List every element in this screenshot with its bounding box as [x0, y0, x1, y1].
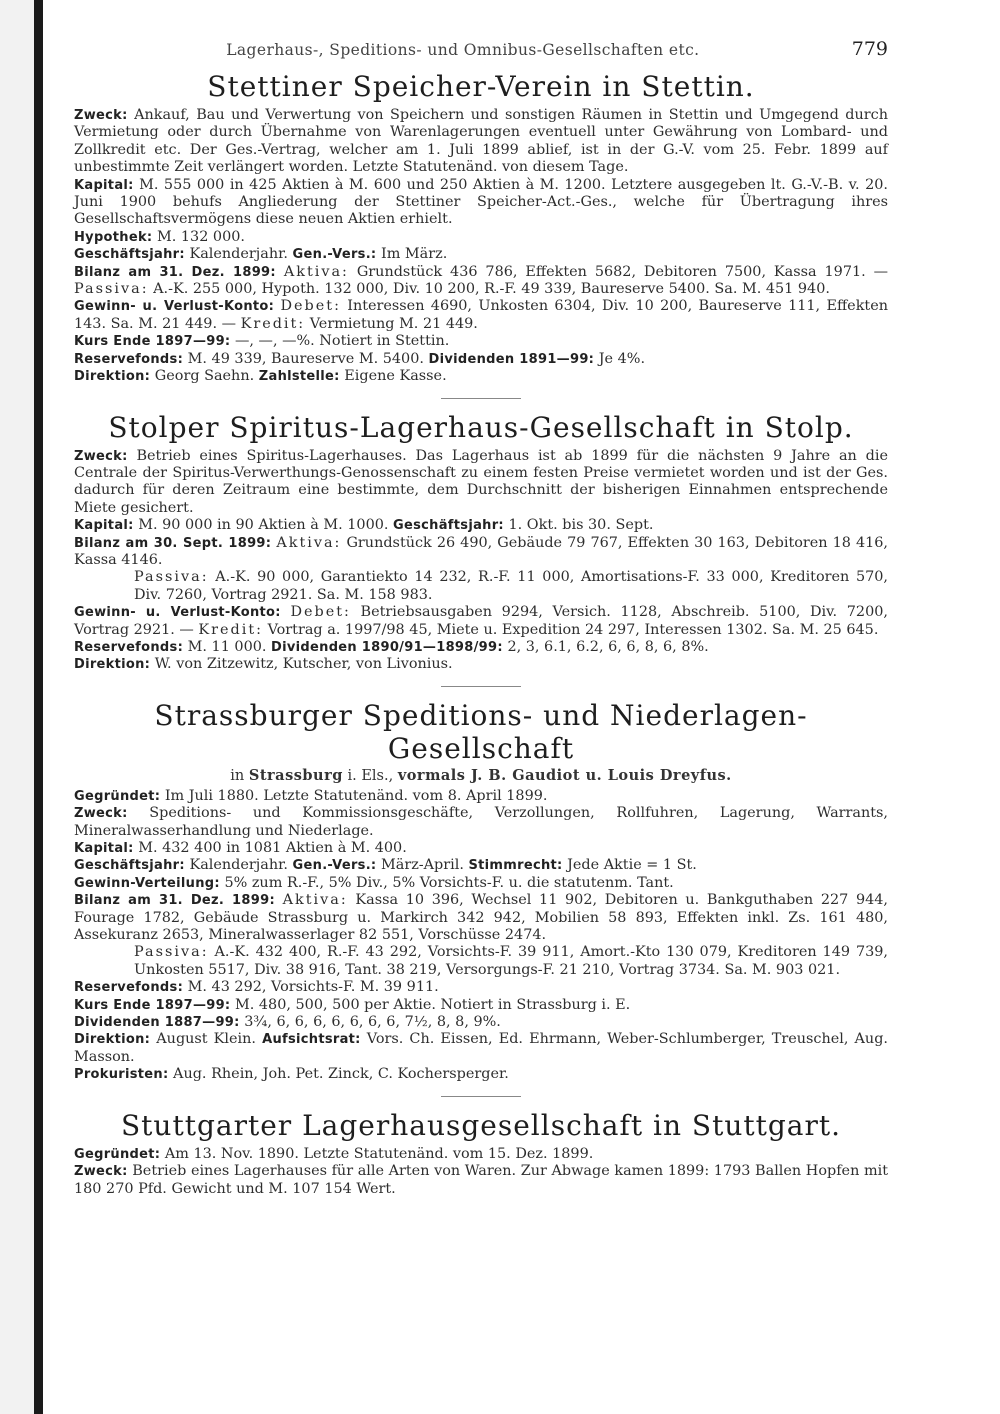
binding-edge [34, 0, 43, 1414]
company-title: Stolper Spiritus-Lagerhaus-Gesellschaft in Stolp. [108, 410, 854, 444]
entry-bilanz-passiva: Passiva: A.-K. 90 000, Garantiekto 14 232, R.-F. 11 000, Amortisations-F. 33 000, Kreditoren 570, Div. 7260, Vortrag 2921. Sa. M. 158 983. [134, 569, 889, 603]
entry-direktion: Direktion: Georg Saehn. Zahlstelle: Eigene Kasse. [74, 368, 447, 385]
company-entry-stolp [74, 411, 888, 674]
entry-geschaeftsjahr: Geschäftsjahr: Kalenderjahr. Gen.-Vers.: Im März. [74, 246, 448, 263]
entry-gegruendet: Gegründet: Im Juli 1880. Letzte Statutenänd. vom 8. April 1899. [74, 787, 548, 804]
section-divider [441, 398, 521, 399]
entry-kapital: Kapital: M. 90 000 in 90 Aktien à M. 1000. Geschäftsjahr: 1. Okt. bis 30. Sept. [74, 517, 654, 534]
entry-direktion: Direktion: August Klein. Aufsichtsrat: Vors. Ch. Eissen, Ed. Ehrmann, Weber-Schlumberger, Treuschel, Aug. Masson. [74, 1031, 888, 1065]
entry-bilanz: Bilanz am 30. Sept. 1899: Aktiva: Grundstück 26 490, Gebäude 79 767, Effekten 30 163, Debitoren 18 416, Kassa 4146. [74, 534, 888, 568]
company-subtitle: in Strassburg i. Els., vormals J. B. Gaudiot u. Louis Dreyfus. [230, 766, 732, 784]
entry-gewinn-verlust: Gewinn- u. Verlust-Konto: Debet: Interessen 4690, Unkosten 6304, Div. 10 200, Baureserve 111, Effekten 143. Sa. M. 21 449. — Kredit: Vermietung M. 21 449. [74, 298, 888, 332]
entry-kapital: Kapital: M. 432 400 in 1081 Aktien à M. 400. [74, 840, 407, 856]
scan-gutter [0, 0, 34, 1414]
entry-zweck: Zweck: Speditions- und Kommissionsgeschäfte, Verzollungen, Rollfuhren, Lagerung, Warrants, Mineralwasserhandlung und Niederlage. [74, 805, 888, 839]
entry-dividenden: Dividenden 1887—99: 3¾, 6, 6, 6, 6, 6, 6, 6, 7½, 8, 8, 9%. [74, 1014, 501, 1031]
entry-kurs: Kurs Ende 1897—99: —, —, —%. Notiert in Stettin. [74, 333, 450, 350]
entry-kurs: Kurs Ende 1897—99: M. 480, 500, 500 per Aktie. Notiert in Strassburg i. E. [74, 996, 631, 1013]
company-title: Stuttgarter Lagerhausgesellschaft in Stuttgart. [120, 1108, 842, 1142]
entry-kapital: Kapital: M. 555 000 in 425 Aktien à M. 600 und 250 Aktien à M. 1200. Letztere ausgegeben lt. G.-V.-B. v. 20. Juni 1900 behufs Angliederung der Stettiner Speicher-Act.-Ges., welche für Übertragung ihres Gesellschaftsvermögens diese neuen Aktien erhielt. [74, 176, 888, 228]
entry-gegruendet: Gegründet: Am 13. Nov. 1890. Letzte Statutenänd. vom 15. Dez. 1899. [74, 1145, 594, 1162]
running-header [74, 38, 888, 60]
company-entry-stuttgart [74, 1109, 888, 1198]
entry-direktion: Direktion: W. von Zitzewitz, Kutscher, von Livonius. [74, 656, 453, 673]
entry-geschaeftsjahr: Geschäftsjahr: Kalenderjahr. Gen.-Vers.: März-April. Stimmrecht: Jede Aktie = 1 St. [74, 857, 697, 874]
entry-zweck: Zweck: Betrieb eines Spiritus-Lagerhauses. Das Lagerhaus ist ab 1899 für die nächsten 9 Jahre an die Centrale der Spiritus-Verwerthungs-Genossenschaft zu einem festen Preise vermietet worden und ist der Ges. dadurch für deren Zeitraum eine bestimmte, dem Durchschnitt der bisherigen Einnahmen entsprechende Miete gesichert. [74, 447, 888, 516]
entry-prokuristen: Prokuristen: Aug. Rhein, Joh. Pet. Zinck, C. Kochersperger. [74, 1066, 509, 1083]
section-divider [441, 1096, 521, 1097]
entry-gewinn-verteilung: Gewinn-Verteilung: 5% zum R.-F., 5% Div., 5% Vorsichts-F. u. die statutenm. Tant. [74, 874, 674, 891]
company-title: Strassburger Speditions- und Niederlagen-Gesellschaft [154, 698, 808, 765]
company-entry-stettin [74, 70, 888, 386]
entry-gewinn-verlust: Gewinn- u. Verlust-Konto: Debet: Betriebsausgaben 9294, Versich. 1128, Abschreib. 5100, Div. 7200, Vortrag 2921. — Kredit: Vortrag a. 1997/98 45, Miete u. Expedition 24 297, Interessen 1302. Sa. M. 25 645. [74, 604, 888, 638]
document-page [74, 38, 888, 1198]
entry-bilanz-passiva: Passiva: A.-K. 432 400, R.-F. 43 292, Vorsichts-F. 39 911, Amort.-Kto 130 079, Kreditoren 149 739, Unkosten 5517, Div. 38 916, Tant. 38 219, Versorgungs-F. 21 210, Vortrag 3734. Sa. M. 903 021. [134, 944, 888, 978]
entry-reservefonds: Reservefonds: M. 49 339, Baureserve M. 5400. Dividenden 1891—99: Je 4%. [74, 350, 646, 367]
entry-zweck: Zweck: Betrieb eines Lagerhauses für alle Arten von Waren. Zur Abwage kamen 1899: 1793 Ballen Hopfen mit 180 270 Pfd. Gewicht und M. 107 154 Wert. [74, 1163, 888, 1197]
entry-bilanz: Bilanz am 31. Dez. 1899: Aktiva: Grundstück 436 786, Effekten 5682, Debitoren 7500, Kassa 1971. — Passiva: A.-K. 255 000, Hypoth. 132 000, Div. 10 200, R.-F. 49 339, Baureserve 5400. Sa. M. 451 940. [74, 263, 889, 298]
entry-reservefonds: Reservefonds: M. 43 292, Vorsichts-F. M. 39 911. [74, 979, 439, 996]
entry-zweck: Zweck: Ankauf, Bau und Verwertung von Speichern und sonstigen Räumen in Stettin und Umgegend durch Vermietung oder durch Übernahme von Warenlagerungen eventuell unter Gewährung von Lombard- und Zollkredit etc. Der Ges.-Vertrag, welcher am 1. Juli 1899 ablief, ist in der G.-V. vom 25. Febr. 1899 auf unbestimmte Zeit verlängert worden. Letzte Statutenänd. von diesem Tage. [74, 107, 888, 176]
running-title: Lagerhaus-, Speditions- und Omnibus-Gesellschaften etc. [226, 41, 700, 59]
entry-reservefonds: Reservefonds: M. 11 000. Dividenden 1890/91—1898/99: 2, 3, 6.1, 6.2, 6, 6, 8, 6, 8%. [74, 638, 709, 655]
page-number: 779 [851, 38, 888, 60]
entry-bilanz: Bilanz am 31. Dez. 1899: Aktiva: Kassa 10 396, Wechsel 11 902, Debitoren u. Bankguthaben 227 944, Fourage 1782, Gebäude Strassburg u. Markirch 342 942, Mobilien 58 893, Effekten inkl. Zs. 161 480, Assekuranz 2653, Mineralwasserlager 82 551, Vorschüsse 2474. [74, 892, 888, 944]
section-divider [441, 686, 521, 687]
company-entry-strassburg [74, 699, 888, 1084]
company-title: Stettiner Speicher-Verein in Stettin. [207, 70, 755, 103]
entry-hypothek: Hypothek: M. 132 000. [74, 228, 245, 245]
